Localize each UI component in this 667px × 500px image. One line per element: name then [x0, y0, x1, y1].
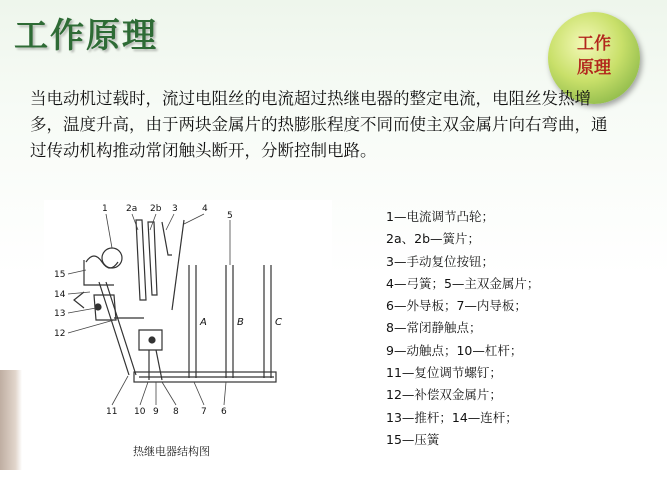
phase-c-label: C	[275, 317, 282, 328]
label-5: 5	[227, 211, 233, 221]
legend-item: 13—推杆；14—连杆；	[386, 409, 518, 425]
legend-item: 1—电流调节凸轮；	[386, 209, 494, 224]
pivot	[74, 292, 84, 308]
diagram-svg	[44, 200, 332, 470]
figure-caption: 热继电器结构图	[133, 445, 210, 458]
legend-item: 9—动触点；10—杠杆；	[386, 342, 523, 358]
page-title: 工作原理	[14, 16, 158, 56]
legend-item: 4—弓簧；5—主双金属片；	[386, 275, 540, 291]
thermal-relay-diagram	[44, 200, 332, 470]
label-2a: 2a	[126, 204, 138, 214]
phase-b-label: B	[237, 317, 244, 328]
description-paragraph: 当电动机过载时，流过电阻丝的电流超过热继电器的整定电流，电阻丝发热增多，温度升高，由于两块金属片的热膨胀程度不同而使主双金属片向右弯曲，通过传动机构推动常闭触头断开，分断控制电路。	[30, 89, 608, 160]
bow-spring-4	[172, 220, 184, 310]
label-14: 14	[54, 290, 66, 300]
button-3	[162, 222, 172, 255]
reed-2a	[136, 220, 146, 300]
label-6: 6	[221, 407, 227, 417]
rod-14	[106, 282, 136, 375]
label-12: 12	[54, 329, 66, 339]
legend-item: 15—压簧	[386, 431, 440, 447]
label-4: 4	[202, 204, 208, 214]
label-10: 10	[134, 407, 146, 417]
reed-2b	[148, 222, 157, 295]
legend-item: 3—手动复位按钮；	[386, 253, 494, 269]
legend-item: 12—补偿双金属片；	[386, 387, 502, 403]
label-9: 9	[153, 407, 159, 417]
badge-line1: 工作	[577, 34, 611, 54]
label-7: 7	[201, 407, 207, 417]
badge-line2: 原理	[577, 58, 611, 78]
legend-item: 11—复位调节螺钉；	[386, 365, 502, 381]
legend-item: 6—外导板；7—内导板；	[386, 298, 527, 314]
contact-8	[156, 350, 162, 380]
legend-item: 8—常闭静触点；	[386, 320, 482, 336]
label-11: 11	[106, 407, 118, 417]
label-2b: 2b	[150, 204, 162, 214]
parts-legend	[386, 206, 539, 451]
legend-item: 2a、2b—簧片；	[386, 231, 481, 247]
label-8: 8	[173, 407, 179, 417]
label-1: 1	[102, 204, 108, 214]
left-decoration	[0, 370, 22, 470]
badge-text	[548, 32, 640, 80]
cam-1	[102, 248, 122, 268]
frame-top	[84, 260, 114, 285]
label-15: 15	[54, 270, 66, 280]
label-3: 3	[172, 204, 178, 214]
label-13: 13	[54, 309, 66, 319]
phase-a-label: A	[200, 317, 207, 328]
